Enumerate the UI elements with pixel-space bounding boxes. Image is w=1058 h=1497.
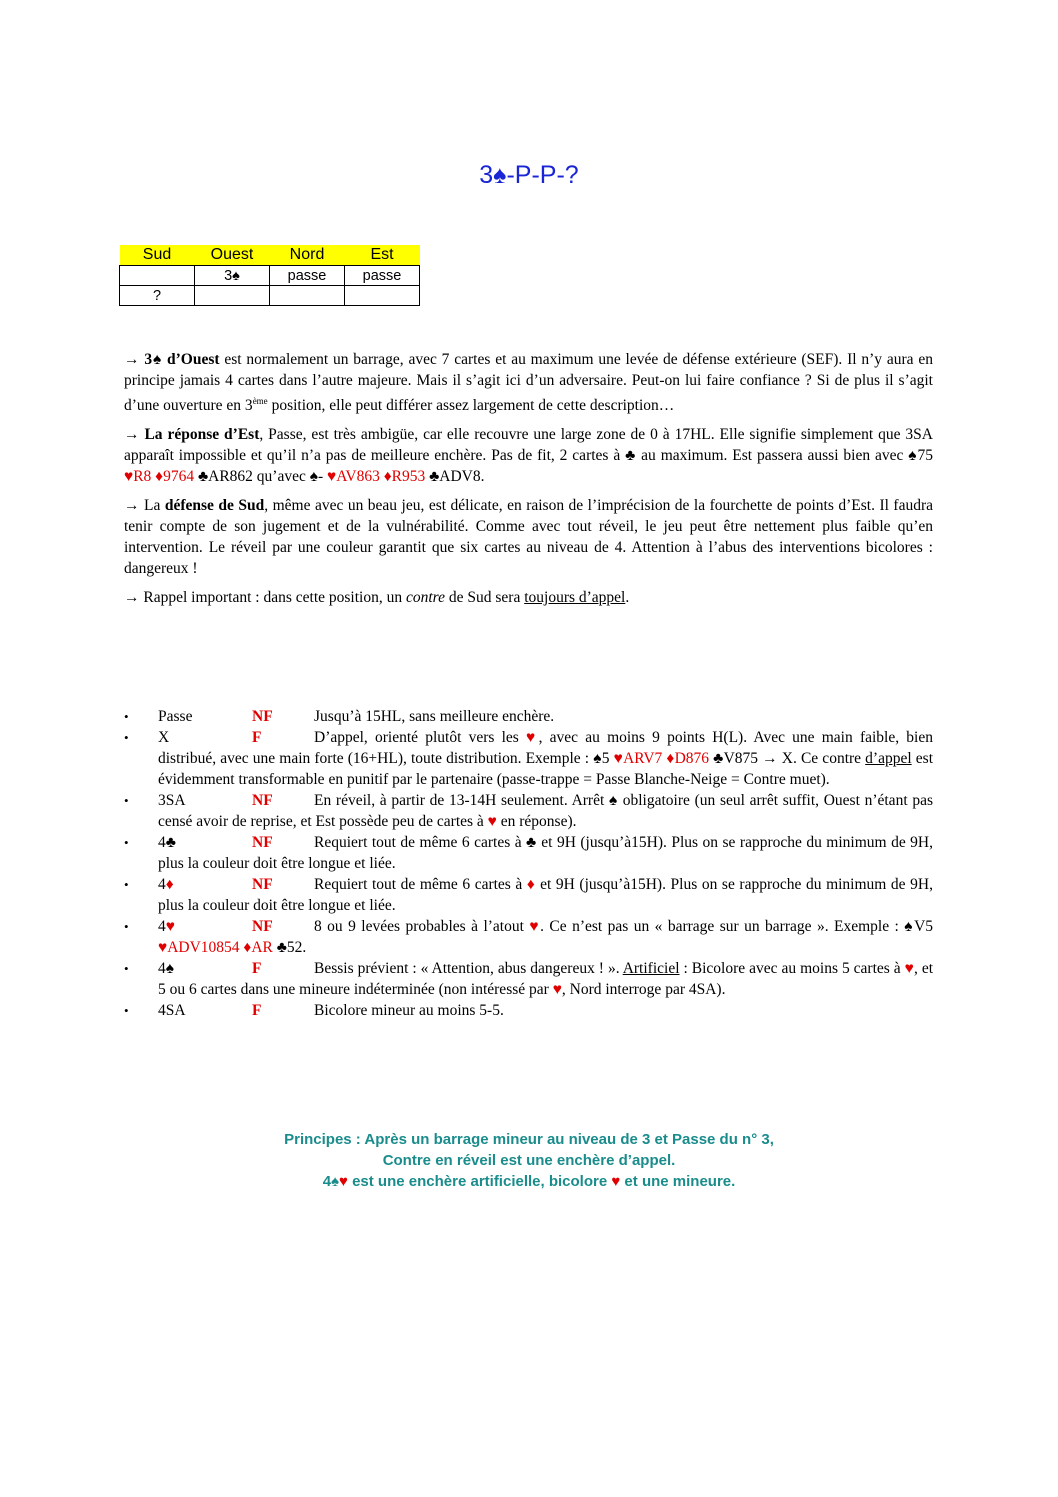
bid-flag: NF [252,708,273,725]
bullet-icon: • [124,919,129,934]
red-suit-text: ♥ [552,981,562,998]
bullet-icon: • [124,961,129,976]
bold-text: La réponse d’Est [144,426,260,444]
arrow-glyph: → [124,497,140,515]
superscript: ème [252,396,268,406]
arrow-glyph: → [124,426,140,444]
bid-description: Jusqu’à 15HL, sans meilleure enchère. [314,708,555,725]
bid-cell [270,286,345,306]
bidding-header-row [120,245,420,266]
list-item [124,727,933,790]
bid-code: 4SA [158,1002,186,1019]
intro-paragraph-2 [124,424,933,487]
bid-flag: F [252,1002,262,1019]
bid-description: 8 ou 9 levées probables à l’atout [314,918,530,935]
red-suit-text: ♥ [529,918,541,935]
italic-text: contre [405,589,445,607]
bid-description: D’appel, orienté plutôt vers les [314,729,527,746]
bid-description: Bessis prévient : « Attention, abus dangereux ! ». [314,960,623,977]
bid-code: X [158,729,170,746]
underlined-text: d’appel [865,750,912,767]
red-suit-text: ♥ [904,960,914,977]
red-suit-text: ♥ [526,729,539,746]
header-nord: Nord [270,245,345,266]
bid-code: 3SA [158,792,186,809]
list-item [124,916,933,958]
underlined-text: toujours d’appel [524,589,626,607]
bid-code [158,874,252,895]
principles-box [0,1129,1058,1192]
bid-cell [195,286,270,306]
bullet-icon: • [124,835,129,850]
heart-icon: ♥ [339,1173,348,1190]
principles-text: est une enchère artificielle, bicolore [347,1173,612,1190]
bid-description: ♣V875 → X. Ce contre [709,750,866,767]
bid-description: , avec au moins 9 points H(L). Avec une main faible, bien distribué, avec une main forte (16+HL), toute distribution. Exemple : ♠5 [158,729,933,767]
bidding-row [120,286,420,306]
principles-text: et une mineure. [620,1173,736,1190]
paragraph-text: ♣ADV8. [425,468,485,486]
intro-section [124,349,933,616]
red-suit-text: ♥ARV7 ♦D876 [613,750,710,767]
paragraph-text: , Passe, est très ambigüe, car elle recouvre une large zone de 0 à 17HL. Elle signifie simplement que 3SA apparaît impossible et qu’il n’a pas de meilleure enchère. Pas de fit, 2 cartes à ♣ au maximum. Est passera aussi bien avec ♠75 [124,426,933,465]
principles-line [0,1171,1058,1192]
arrow-glyph: → [124,351,140,368]
header-sud: Sud [120,245,195,266]
bid-flag: NF [252,792,273,809]
bid-flag: NF [252,834,273,851]
bids-list [124,706,933,1021]
bid-description: , et 5 ou 6 cartes dans une mineure indéterminée (non intéressé par [158,960,934,998]
bid-description: en réponse). [496,813,577,830]
bullet-icon: • [124,793,129,808]
bid-cell: 3♠ [195,266,270,286]
heart-icon: ♥ [611,1173,621,1190]
bid-description: Requiert tout de même 6 cartes à ♣ et 9H (jusqu’à15H). Plus on se rapproche du minimum de 9H, plus la couleur doit être longue et liée. [158,834,933,872]
diamond-icon: ♦ [165,876,174,893]
bid-cell: passe [345,266,420,286]
paragraph-text: position, elle peut différer assez largement de cette description… [267,397,675,415]
bid-cell: passe [270,266,345,286]
underlined-text: Artificiel [622,960,680,977]
red-suit-text: ♥ADV10854 ♦AR [158,939,273,956]
bullet-icon: • [124,877,129,892]
bid-description: est évidemment transformable en punitif par le partenaire (passe-trappe = Passe Blanche-Neige = Contre muet). [158,750,934,788]
header-est: Est [345,245,420,266]
list-item [124,790,933,832]
paragraph-text: est normalement un barrage, avec 7 cartes et au maximum une levée de défense extérieure (SEF). Il n’y aura en principe jamais 4 cartes dans l’autre majeure. Mais il s’agit ici d’un adversaire. Peut-on lui faire confiance ? Si de plus il s’agit d’une ouverture en 3 [124,351,933,415]
list-item [124,958,933,1000]
list-item [124,874,933,916]
principles-line: Principes : Après un barrage mineur au niveau de 3 et Passe du n° 3, [284,1131,774,1148]
bid-cell [345,286,420,306]
paragraph-text: ♣AR862 qu’avec ♠- [194,468,327,486]
arrow-glyph: → [124,589,140,607]
bid-description: et 9H (jusqu’à15H). Plus on se rapproche du minimum de 9H, plus la couleur doit être longue et liée. [158,876,933,914]
paragraph-text: La [143,497,165,515]
bid-flag: NF [252,876,273,893]
red-suit-text: ♥R8 ♦9764 [124,468,195,486]
principles-line: Contre en réveil est une enchère d’appel. [382,1152,676,1169]
intro-paragraph-1 [124,349,933,416]
paragraph-text: de Sud sera [445,589,525,607]
paragraph-text: , même avec un beau jeu, est délicate, en raison de l’imprécision de la fourchette de points d’Est. Il faudra tenir compte de son jugement et de la vulnérabilité. Comme avec tout réveil, le jeu peut être nettement plus faible qu’en intervention. Le réveil par une couleur garantit que six cartes au niveau de 4. Attention à l’abus des interventions bicolores : dangereux ! [124,497,933,578]
page-title: 3♠-P-P-? [479,161,579,189]
list-item [124,1000,933,1021]
bid-code [158,916,252,937]
bid-description: . Ce n’est pas un « barrage sur un barrage ». Exemple : ♠V5 [540,918,934,935]
bid-level: 4 [158,918,166,935]
bid-flag: NF [252,918,273,935]
paragraph-text: Rappel important : dans cette position, un [143,589,406,607]
bullet-icon: • [124,709,129,724]
red-suit-text: ♦ [526,876,536,893]
bullet-icon: • [124,730,129,745]
bid-description: En réveil, à partir de 13-14H seulement. Arrêt ♠ obligatoire (un seul arrêt suffit, Ouest n’étant pas censé avoir de reprise, et Est possède peu de cartes à [158,792,933,830]
bid-cell: ? [120,286,195,306]
bold-text: défense de Sud [164,497,265,515]
intro-paragraph-4 [124,587,933,608]
red-suit-text: ♥AV863 ♦R953 [326,468,426,486]
bidding-table [119,245,420,306]
bid-description: , Nord interroge par 4SA). [561,981,726,998]
bid-code: Passe [158,708,193,725]
bid-description: Requiert tout de même 6 cartes à [314,876,527,893]
bid-level: 4 [158,876,166,893]
principles-text: 4♠ [322,1173,340,1190]
header-ouest: Ouest [195,245,270,266]
bid-description: ♣52. [272,939,307,956]
bid-flag: F [252,960,262,977]
bid-description: Bicolore mineur au moins 5-5. [314,1002,504,1019]
list-item [124,832,933,874]
bid-flag: F [252,729,262,746]
intro-paragraph-3 [124,495,933,579]
bullet-icon: • [124,1003,129,1018]
bid-code: 4♣ [158,834,176,851]
paragraph-text: . [625,589,630,607]
bold-text: 3♠ d’Ouest [144,351,220,368]
bid-cell [120,266,195,286]
heart-icon: ♥ [165,918,175,935]
bid-code: 4♠ [158,960,174,977]
red-suit-text: ♥ [487,813,497,830]
bid-description: : Bicolore avec au moins 5 cartes à [679,960,905,977]
bidding-row [120,266,420,286]
list-item [124,706,933,727]
